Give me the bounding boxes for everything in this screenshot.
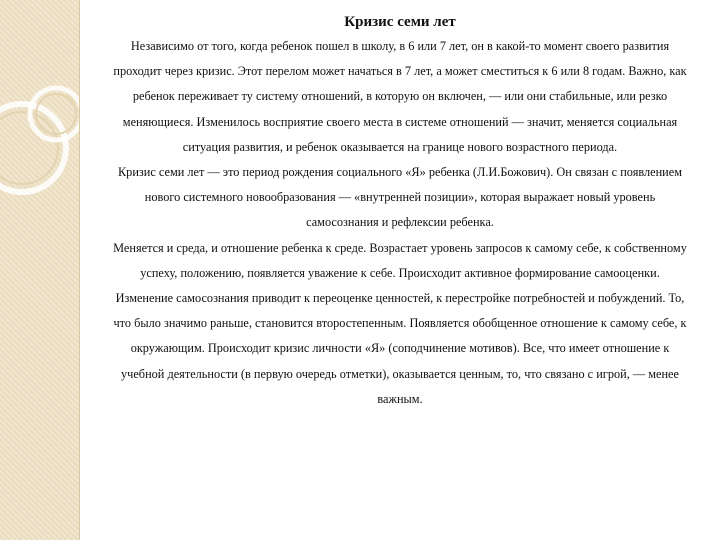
slide-title: Кризис семи лет bbox=[344, 14, 456, 30]
paragraph-1: Независимо от того, когда ребенок пошел в школу, в 6 или 7 лет, он в какой-то момент своего развития проходит через кризис. Этот перелом может начаться в 7 лет, а может сместиться к 6 или 8 годам. Важно, как ребенок переживает ту систему отношений, в которую он включен, — или они стабильные, или резко меняющиеся. Изменилось восприятие своего места в системе отношений — значит, меняется социальная ситуация развития, и ребенок оказывается на границе нового возрастного периода. bbox=[113, 39, 687, 154]
paragraph-4: Изменение самосознания приводит к переоценке ценностей, к перестройке потребностей и побуждений. То, что было значимо раньше, становится второстепенным. Появляется обобщенное отношение к самому себе, к окружающим. Происходит кризис личности «Я» (соподчинение мотивов). Все, что имеет отношение к учебной деятельности (в первую очередь отметки), оказывается ценным, то, что связано с игрой, — менее важным. bbox=[113, 291, 687, 406]
ring-small-inner bbox=[36, 94, 76, 134]
paragraph-3: Меняется и среда, и отношение ребенка к среде. Возрастает уровень запросов к самому себе, к собственному успеху, положению, появляется уважение к себе. Происходит активное формирование самооценки. bbox=[113, 240, 687, 280]
slide-content bbox=[108, 12, 692, 412]
decorative-side-panel bbox=[0, 0, 80, 540]
ring-large bbox=[0, 104, 66, 192]
paragraph-2: Кризис семи лет — это период рождения социального «Я» ребенка (Л.И.Божович). Он связан с появлением нового системного новообразования — «внутренней позиции», которая выражает новый уровень самосознания и рефлексии ребенка. bbox=[117, 165, 683, 230]
decorative-rings-graphic bbox=[0, 0, 80, 540]
panel-divider bbox=[79, 0, 80, 540]
